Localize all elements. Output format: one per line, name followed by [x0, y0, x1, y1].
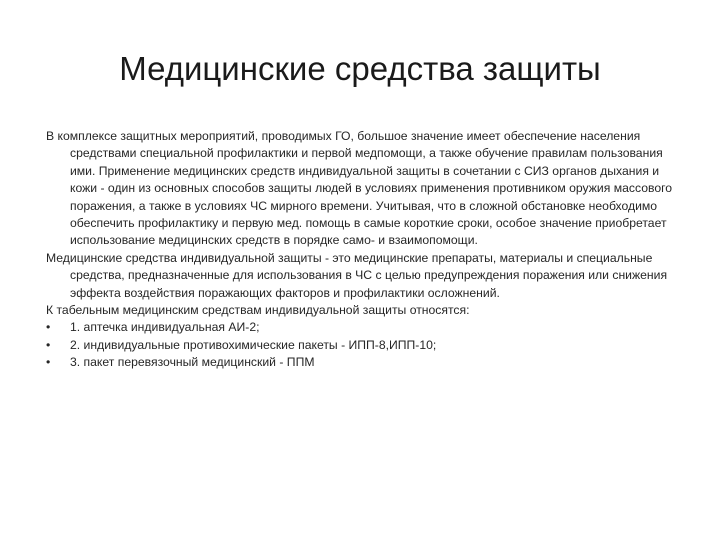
bullet-icon: • — [46, 355, 51, 370]
slide-title: Медицинские средства защиты — [119, 50, 601, 87]
list-item-text: 3. пакет перевязочный медицинский - ППМ — [70, 355, 315, 370]
slide-body — [46, 128, 686, 372]
paragraph-intro: В комплексе защитных мероприятий, проводимых ГО, большое значение имеет обеспечение населения средствами специальной профилактики и первой медпомощи, а также обучение правилам пользования ими. Применение медицинских средств индивидуальной защиты в сочетании с СИЗ органов дыхания и кожи - один из основных способов защиты людей в условиях применения противником оружия массового поражения, а также в условиях ЧС мирного времени. Учитывая, что в сложной обстановке необходимо обеспечить профилактику и первую мед. помощь в самые короткие сроки, особое значение приобретает использование медицинских средств в порядке само- и взаимопомощи. — [46, 129, 673, 248]
bullet-icon: • — [46, 337, 51, 352]
bullet-list — [46, 319, 686, 371]
list-item-text: 2. индивидуальные противохимические пакеты - ИПП-8,ИПП-10; — [70, 337, 437, 352]
list-item — [46, 319, 686, 336]
paragraph-definition: Медицинские средства индивидуальной защиты - это медицинские препараты, материалы и специальные средства, предназначенные для использования в ЧС с целью предупреждения поражения или снижения эффекта воздействия поражающих факторов и профилактики осложнений. — [46, 250, 668, 300]
bullet-icon: • — [46, 320, 51, 335]
list-item — [46, 354, 686, 371]
paragraph-list-intro: К табельным медицинским средствам индивидуальной защиты относятся: — [46, 303, 470, 318]
list-item-text: 1. аптечка индивидуальная АИ-2; — [70, 320, 260, 335]
list-item — [46, 337, 686, 354]
